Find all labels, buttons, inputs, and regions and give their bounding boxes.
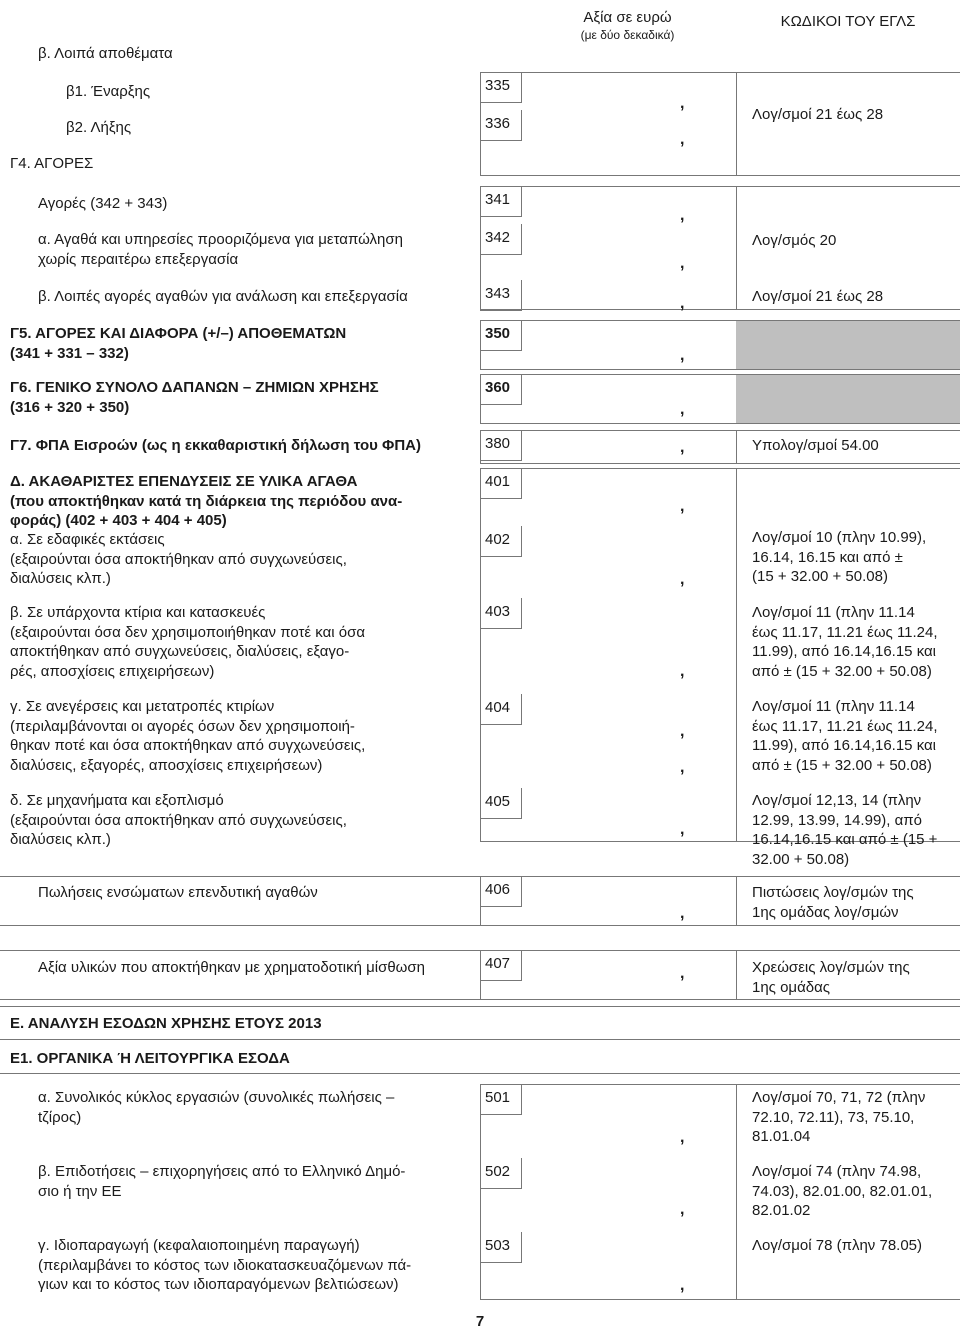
code-380: 380 — [480, 430, 522, 461]
row-goods-resale: α. Αγαθά και υπηρεσίες προοριζόμενα για μεταπώληση χωρίς περαιτέρω επεξεργασία — [38, 231, 403, 268]
account-debit-group-1: Χρεώσεις λογ/σμών της 1ης ομάδας — [752, 959, 910, 996]
section-g5: Γ5. ΑΓΟΡΕΣ ΚΑΙ ΔΙΑΦΟΡΑ (+/–) ΑΠΟΘΕΜΑΤΩΝ (341 + 331 – 332) — [10, 325, 347, 362]
decimal-comma: , — [680, 663, 685, 680]
account-78: Λογ/σμοί 78 (πλην 78.05) — [752, 1237, 923, 1254]
page-number: 7 — [475, 1313, 485, 1330]
decimal-comma: , — [680, 295, 685, 312]
decimal-comma: , — [680, 498, 685, 515]
row-existing-buildings: β. Σε υπάρχοντα κτίρια και κατασκευές (εξαιρούνται όσα δεν χρησιμοποιήθηκαν ποτέ και όσα αποκτήθηκαν από συγχωνεύσεις, διαλύσεις, εξαγο- ρές, αποσχίσεις επιχειρήσεων) — [10, 604, 366, 680]
section-g6: Γ6. ΓΕΝΙΚΟ ΣΥΝΟΛΟ ΔΑΠΑΝΩΝ – ΖΗΜΙΩΝ ΧΡΗΣΗΣ (316 + 320 + 350) — [10, 379, 379, 416]
code-341: 341 — [480, 186, 522, 217]
decimal-comma: , — [680, 1129, 685, 1146]
code-503: 503 — [480, 1232, 522, 1263]
code-405: 405 — [480, 788, 522, 819]
section-g4: Γ4. ΑΓΟΡΕΣ — [10, 155, 94, 172]
row-other-inventories: β. Λοιπά αποθέματα — [38, 45, 173, 62]
row-b1-start: β1. Έναρξης — [66, 83, 151, 100]
decimal-comma: , — [680, 723, 685, 740]
decimal-comma: , — [680, 439, 685, 456]
divider — [736, 876, 737, 926]
code-401: 401 — [480, 468, 522, 499]
divider — [736, 430, 737, 464]
divider — [736, 468, 737, 842]
account-74: Λογ/σμοί 74 (πλην 74.98, 74.03), 82.01.00, 82.01.01, 82.01.02 — [752, 1163, 933, 1219]
code-403: 403 — [480, 598, 522, 629]
account-21-28: Λογ/σμοί 21 έως 28 — [752, 288, 884, 305]
row-subsidies: β. Επιδοτήσεις – επιχορηγήσεις από το Ελληνικό Δημό- σιο ή την ΕΕ — [38, 1163, 406, 1200]
row-sales-tangible: Πωλήσεις ενσώματων επενδυτική αγαθών — [38, 884, 318, 901]
account-10: Λογ/σμοί 10 (πλην 10.99), 16.14, 16.15 και από ± (15 + 32.00 + 50.08) — [752, 529, 927, 585]
code-501: 501 — [480, 1084, 522, 1115]
value-header-subtitle: (με δύο δεκαδικά) — [580, 27, 675, 42]
account-11: Λογ/σμοί 11 (πλην 11.14 έως 11.17, 11.21 έως 11.24, 11.99), από 16.14,16.15 και από ± (15 + 32.00 + 50.08) — [752, 604, 938, 680]
row-purchases: Αγορές (342 + 343) — [38, 195, 168, 212]
decimal-comma: , — [680, 759, 685, 776]
code-407: 407 — [480, 950, 522, 981]
code-404: 404 — [480, 694, 522, 725]
row-other-purchases: β. Λοιπές αγορές αγαθών για ανάλωση και επεξεργασία — [38, 288, 408, 305]
section-d: Δ. ΑΚΑΘΑΡΙΣΤΕΣ ΕΠΕΝΔΥΣΕΙΣ ΣΕ ΥΛΙΚΑ ΑΓΑΘΑ (που αποκτήθηκαν κατά τη διάρκεια της περιόδου ανα- φοράς) (402 + 403 + 404 + 405) — [10, 473, 403, 529]
decimal-comma: , — [680, 401, 685, 418]
codes-column-header: ΚΩΔΙΚΟΙ ΤΟΥ ΕΓΛΣ — [780, 13, 916, 30]
value-column-header — [525, 8, 730, 43]
divider — [736, 72, 737, 176]
code-350: 350 — [480, 320, 522, 351]
decimal-comma: , — [680, 95, 685, 112]
divider — [736, 186, 737, 310]
decimal-comma: , — [680, 1277, 685, 1294]
account-70-73: Λογ/σμοί 70, 71, 72 (πλην 72.10, 72.11), 73, 75.10, 81.01.04 — [752, 1089, 926, 1145]
row-leasing: Αξία υλικών που αποκτήθηκαν με χρηματοδοτική μίσθωση — [38, 959, 425, 976]
account-11: Λογ/σμοί 11 (πλην 11.14 έως 11.17, 11.21 έως 11.24, 11.99), από 16.14,16.15 και από ± (15 + 32.00 + 50.08) — [752, 698, 938, 774]
gray-cell — [736, 321, 960, 369]
code-402: 402 — [480, 526, 522, 557]
section-e: Ε. ΑΝΑΛΥΣΗ ΕΣΟΔΩΝ ΧΡΗΣΗΣ ΕΤΟΥΣ 2013 — [10, 1015, 322, 1032]
value-header-title: Αξία σε ευρώ — [583, 9, 672, 26]
row-own-production: γ. Ιδιοπαραγωγή (κεφαλαιοποιημένη παραγωγή) (περιλαμβάνει το κόστος των ιδιοκατασκευαζόμενων πά- γιων και το κόστος των ιδιοπαραγόμενων βελτιώσεων) — [38, 1237, 412, 1293]
code-502: 502 — [480, 1158, 522, 1189]
row-building-construction: γ. Σε ανεγέρσεις και μετατροπές κτιρίων (περιλαμβάνονται οι αγορές όσων δεν χρησιμοποιή- θηκαν ποτέ και όσα αποκτήθηκαν από συγχωνεύσεις, διαλύσεις, εξαγορές, αποσχίσεις επιχειρήσεων) — [10, 698, 366, 774]
decimal-comma: , — [680, 255, 685, 272]
decimal-comma: , — [680, 571, 685, 588]
code-342: 342 — [480, 224, 522, 255]
divider — [736, 1084, 737, 1300]
account-credit-group-1: Πιστώσεις λογ/σμών της 1ης ομάδας λογ/σμών — [752, 884, 914, 921]
decimal-comma: , — [680, 347, 685, 364]
section-g7: Γ7. ΦΠΑ Εισροών (ως η εκκαθαριστική δήλωση του ΦΠΑ) — [10, 437, 422, 454]
account-21-28: Λογ/σμοί 21 έως 28 — [752, 106, 884, 123]
row-machinery: δ. Σε μηχανήματα και εξοπλισμό (εξαιρούνται όσα αποκτήθηκαν από συγχωνεύσεις, διαλύσεις κλπ.) — [10, 792, 347, 848]
decimal-comma: , — [680, 131, 685, 148]
code-360: 360 — [480, 374, 522, 405]
decimal-comma: , — [680, 965, 685, 982]
row-turnover: α. Συνολικός κύκλος εργασιών (συνολικές πωλήσεις – tζίρος) — [38, 1089, 395, 1126]
decimal-comma: , — [680, 1201, 685, 1218]
account-12-14: Λογ/σμοί 12,13, 14 (πλην 12.99, 13.99, 14.99), από 16.14,16.15 και από ± (15 + 32.00 + 50.08) — [752, 792, 938, 868]
row-land: α. Σε εδαφικές εκτάσεις (εξαιρούνται όσα αποκτήθηκαν από συγχωνεύσεις, διαλύσεις κλπ.) — [10, 531, 347, 587]
decimal-comma: , — [680, 821, 685, 838]
decimal-comma: , — [680, 905, 685, 922]
divider — [736, 950, 737, 1000]
row-b2-end: β2. Λήξης — [66, 119, 132, 136]
code-335: 335 — [480, 72, 522, 103]
decimal-comma: , — [680, 207, 685, 224]
code-336: 336 — [480, 110, 522, 141]
section-e1: Ε1. ΟΡΓΑΝΙΚΑ Ή ΛΕΙΤΟΥΡΓΙΚΑ ΕΣΟΔΑ — [10, 1050, 290, 1067]
gray-cell — [736, 375, 960, 423]
code-406: 406 — [480, 876, 522, 907]
code-343: 343 — [480, 280, 522, 311]
account-54-00: Υπολογ/σμοί 54.00 — [752, 437, 879, 454]
account-20: Λογ/σμός 20 — [752, 232, 837, 249]
